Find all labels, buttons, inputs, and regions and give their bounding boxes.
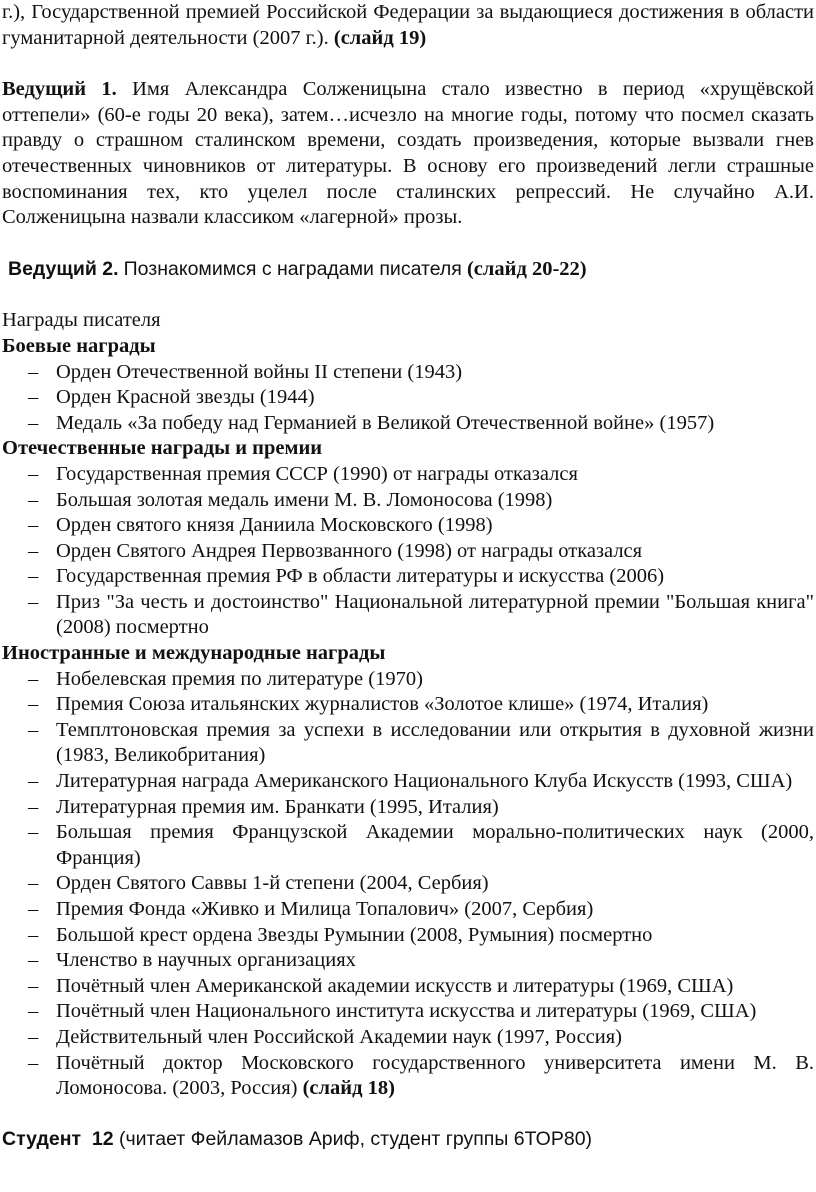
dash-bullet: –	[28, 1051, 39, 1074]
dash-bullet: –	[28, 795, 39, 818]
list-item	[0, 360, 816, 386]
dash-bullet: –	[28, 974, 39, 997]
award-text: Нобелевская премия по литературе (1970)	[56, 667, 423, 690]
dash-bullet: –	[28, 1000, 39, 1023]
host2-paragraph	[0, 257, 816, 283]
list-item	[0, 590, 816, 641]
award-text: Литературная премия им. Бранкати (1995, Италия)	[56, 795, 499, 818]
host1-text: Имя Александра Солженицына стало известно в период «хрущёвской оттепели» (60-е годы 20 века), затем…исчезло на многие годы, потому что посмел сказать правду о страшном сталинском времени, создать произведения, которые вызвали гнев отечественных чиновников от литературы. В основу его произведений легли страшные воспоминания тех, кто уцелел после сталинских репрессий. Не случайно А.И. Солженицына назвали классиком «лагерной» прозы.	[2, 78, 814, 229]
list-item	[0, 999, 816, 1025]
group-title-domestic: Отечественные награды и премии	[2, 437, 323, 460]
dash-bullet: –	[28, 693, 39, 716]
student-label: Студент 12	[2, 1127, 114, 1150]
dash-bullet: –	[28, 872, 39, 895]
award-text: Почётный член Американской академии искусств и литературы (1969, США)	[56, 974, 734, 997]
list-item	[0, 1051, 816, 1102]
dash-bullet: –	[28, 1025, 39, 1048]
list-item	[0, 769, 816, 795]
intro-text: г.), Государственной премией Российской Федерации за выдающиеся достижения в области гуманитарной деятельности (2007 г.).	[2, 1, 814, 49]
list-item	[0, 795, 816, 821]
award-text: Темплтоновская премия за успехи в исследовании или открытия в духовной жизни (1983, Великобритания)	[56, 718, 814, 767]
dash-bullet: –	[28, 462, 39, 485]
award-text: Почётный доктор Московского государственного университета имени М. В. Ломоносова. (2003, Россия)	[56, 1051, 814, 1100]
dash-bullet: –	[28, 667, 39, 690]
award-text: Литературная награда Американского Национального Клуба Искусств (1993, США)	[56, 770, 793, 793]
dash-bullet: –	[28, 821, 39, 844]
student-text: (читает Фейламазов Ариф, студент группы 6ТОР80)	[118, 1127, 593, 1150]
dash-bullet: –	[28, 514, 39, 537]
dash-bullet: –	[28, 590, 39, 613]
award-text: Большая премия Французской Академии морально-политических наук (2000, Франция)	[56, 821, 814, 869]
combat-awards-list	[0, 360, 816, 437]
intro-slide-ref: (слайд 19)	[333, 26, 427, 49]
host2-slide-ref: (слайд 20-22)	[466, 257, 587, 280]
awards-heading: Награды писателя	[2, 309, 161, 332]
award-text: Орден Красной звезды (1944)	[56, 386, 315, 409]
award-text: Государственная премия СССР (1990) от награды отказался	[56, 462, 578, 485]
dash-bullet: –	[28, 923, 39, 946]
list-item	[0, 897, 816, 923]
list-item	[0, 488, 816, 514]
dash-bullet: –	[28, 360, 39, 383]
award-text: Орден Святого Андрея Первозванного (1998) от награды отказался	[56, 539, 643, 562]
dash-bullet: –	[28, 718, 39, 741]
list-item	[0, 820, 816, 871]
host1-label: Ведущий 1.	[2, 78, 117, 101]
award-text: Большой крест ордена Звезды Румынии (2008, Румыния) посмертно	[56, 923, 653, 946]
award-text: Приз "За честь и достоинство" Национальной литературной премии "Большая книга" (2008) посмертно	[56, 590, 814, 639]
dash-bullet: –	[28, 488, 39, 511]
list-item	[0, 718, 816, 769]
dash-bullet: –	[28, 539, 39, 562]
award-text: Орден Святого Саввы 1-й степени (2004, Сербия)	[56, 872, 489, 895]
award-text: Премия Союза итальянских журналистов «Золотое клише» (1974, Италия)	[56, 693, 709, 716]
dash-bullet: –	[28, 770, 39, 793]
slide-ref-18: (слайд 18)	[302, 1077, 395, 1100]
list-item	[0, 667, 816, 693]
dash-bullet: –	[28, 898, 39, 920]
award-text: Орден Отечественной войны II степени (1943)	[56, 360, 463, 383]
award-text: Действительный член Российской Академии наук (1997, Россия)	[56, 1025, 623, 1048]
list-item	[0, 948, 816, 974]
group-title-international: Иностранные и международные награды	[2, 642, 386, 665]
dash-bullet: –	[28, 411, 39, 434]
list-item	[0, 871, 816, 897]
list-item	[0, 462, 816, 488]
list-item	[0, 923, 816, 949]
award-text: Медаль «За победу над Германией в Великой Отечественной войне» (1957)	[56, 411, 715, 434]
list-item	[0, 411, 816, 437]
award-text: Орден святого князя Даниила Московского (1998)	[56, 514, 493, 537]
dash-bullet: –	[28, 949, 39, 972]
award-text: Почётный член Национального института искусства и литературы (1969, США)	[56, 1000, 757, 1023]
award-text: Членство в научных организациях	[56, 949, 356, 972]
host2-text: Познакомимся с наградами писателя	[123, 257, 462, 280]
group-title-combat: Боевые награды	[2, 334, 156, 357]
award-text: Большая золотая медаль имени М. В. Ломоносова (1998)	[56, 488, 553, 511]
list-item	[0, 539, 816, 565]
list-item	[0, 564, 816, 590]
list-item	[0, 385, 816, 411]
list-item	[0, 1025, 816, 1051]
award-text: Премия Фонда «Живко и Милица Топалович» (2007, Сербия)	[56, 898, 594, 920]
dash-bullet: –	[28, 565, 39, 588]
intro-paragraph	[2, 0, 814, 51]
international-awards-list	[0, 667, 816, 1102]
list-item	[0, 974, 816, 1000]
host2-label: Ведущий 2.	[8, 257, 119, 280]
host1-paragraph	[2, 77, 814, 231]
student-line	[0, 1127, 816, 1153]
award-text: Государственная премия РФ в области литературы и искусства (2006)	[56, 565, 665, 588]
dash-bullet: –	[28, 386, 39, 409]
list-item	[0, 692, 816, 718]
domestic-awards-list	[0, 462, 816, 641]
list-item	[0, 513, 816, 539]
